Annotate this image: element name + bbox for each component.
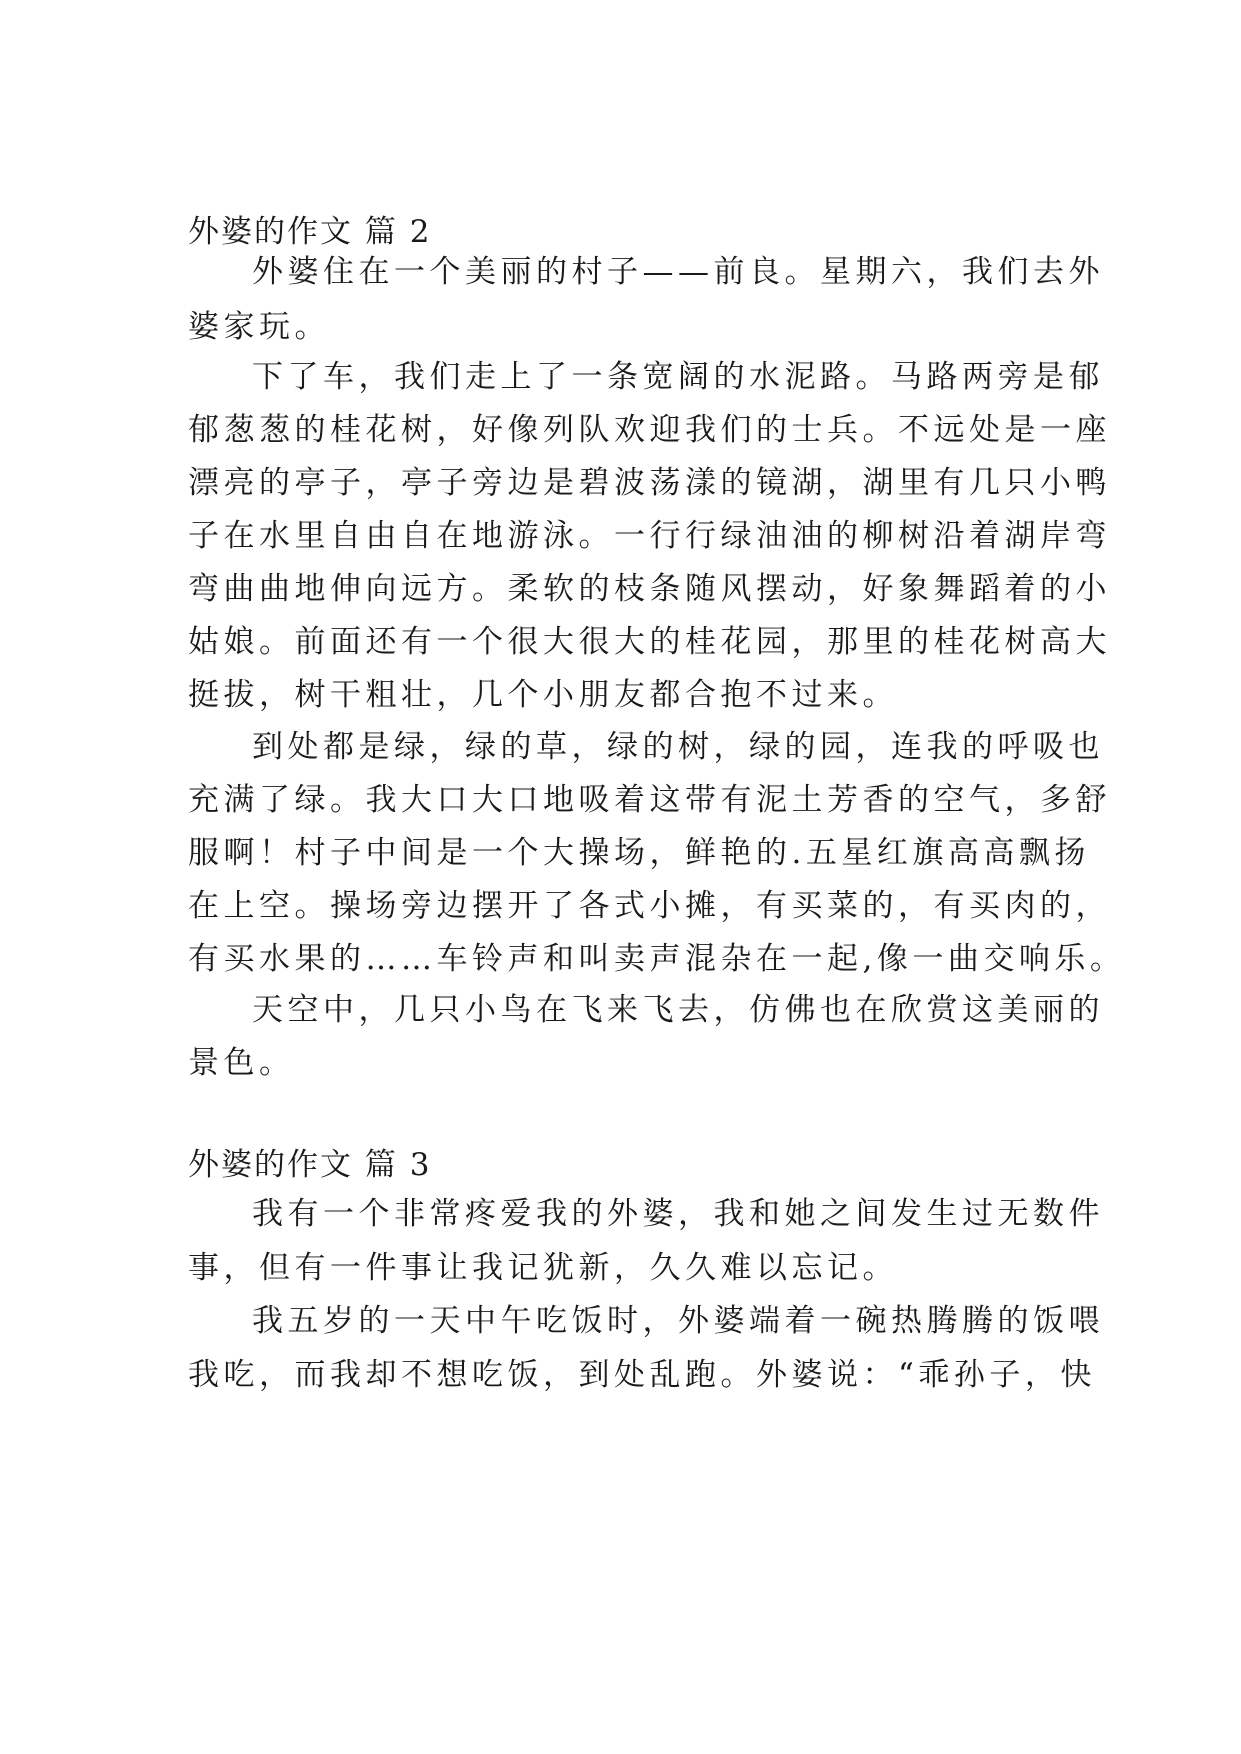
paragraph-line: 子在水里自由自在地游泳。一行行绿油油的柳树沿着湖岸弯 — [188, 518, 1111, 554]
paragraph-line: 在上空。操场旁边摆开了各式小摊，有买菜的，有买肉的， — [188, 888, 1111, 924]
section-heading: 外婆的作文 篇 2 — [188, 214, 432, 250]
paragraph-line: 到处都是绿，绿的草，绿的树，绿的园，连我的呼吸也 — [252, 729, 1104, 765]
paragraph-line: 事，但有一件事让我记犹新，久久难以忘记。 — [188, 1250, 898, 1286]
paragraph-line: 有买水果的……车铃声和叫卖声混杂在一起,像一曲交响乐。 — [188, 941, 1126, 977]
paragraph-line: 外婆住在一个美丽的村子——前良。星期六，我们去外 — [252, 254, 1104, 290]
paragraph-line: 充满了绿。我大口大口地吸着这带有泥土芳香的空气，多舒 — [188, 782, 1111, 818]
paragraph-line: 漂亮的亭子，亭子旁边是碧波荡漾的镜湖，湖里有几只小鸭 — [188, 465, 1111, 501]
paragraph-line: 我有一个非常疼爱我的外婆，我和她之间发生过无数件 — [252, 1196, 1104, 1232]
paragraph-line: 姑娘。前面还有一个很大很大的桂花园，那里的桂花树高大 — [188, 624, 1111, 660]
paragraph-line: 景色。 — [188, 1045, 295, 1081]
paragraph-line: 天空中，几只小鸟在飞来飞去，仿佛也在欣赏这美丽的 — [252, 992, 1104, 1028]
paragraph-line: 我吃，而我却不想吃饭，到处乱跑。外婆说：“乖孙子，快 — [188, 1357, 1096, 1393]
paragraph-line: 挺拔，树干粗壮，几个小朋友都合抱不过来。 — [188, 677, 898, 713]
paragraph-line: 郁葱葱的桂花树，好像列队欢迎我们的士兵。不远处是一座 — [188, 412, 1111, 448]
paragraph-line: 服啊！村子中间是一个大操场，鲜艳的.五星红旗高高飘扬 — [188, 835, 1090, 871]
section-heading: 外婆的作文 篇 3 — [188, 1147, 432, 1183]
paragraph-line: 下了车，我们走上了一条宽阔的水泥路。马路两旁是郁 — [252, 359, 1104, 395]
paragraph-line: 弯曲曲地伸向远方。柔软的枝条随风摆动，好象舞蹈着的小 — [188, 571, 1111, 607]
paragraph-line: 婆家玩。 — [188, 309, 330, 345]
paragraph-line: 我五岁的一天中午吃饭时，外婆端着一碗热腾腾的饭喂 — [252, 1303, 1104, 1339]
